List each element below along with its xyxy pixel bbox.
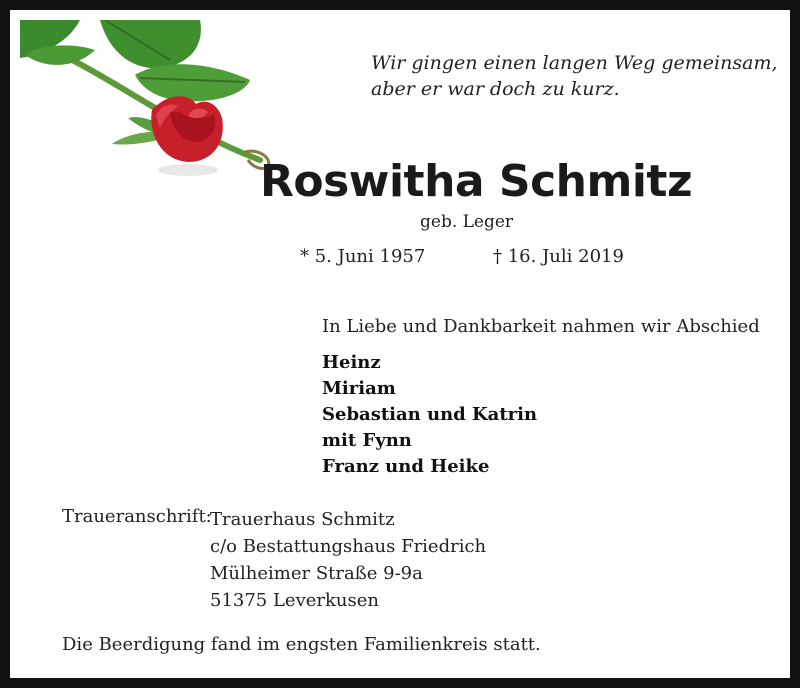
address-line: Mülheimer Straße 9-9a bbox=[210, 563, 423, 584]
maiden-name: geb. Leger bbox=[420, 212, 514, 232]
address-line: c/o Bestattungshaus Friedrich bbox=[210, 536, 487, 557]
mourner: Heinz bbox=[322, 352, 381, 373]
death-date: † 16. Juli 2019 bbox=[493, 246, 624, 267]
address-line: 51375 Leverkusen bbox=[210, 590, 379, 611]
mourner: mit Fynn bbox=[322, 430, 412, 451]
mourners-list bbox=[322, 350, 537, 480]
motto-line-1: Wir gingen einen langen Weg gemeinsam, bbox=[371, 52, 778, 74]
red-rose-image bbox=[20, 20, 290, 190]
birth-date: * 5. Juni 1957 bbox=[300, 246, 426, 267]
farewell-text: In Liebe und Dankbarkeit nahmen wir Abschied bbox=[322, 316, 760, 337]
motto-line-2: aber er war doch zu kurz. bbox=[371, 78, 620, 100]
mourner: Franz und Heike bbox=[322, 456, 490, 477]
mourner: Sebastian und Katrin bbox=[322, 404, 538, 425]
address-line: Trauerhaus Schmitz bbox=[210, 509, 395, 530]
mourner: Miriam bbox=[322, 378, 396, 399]
address-label: Traueranschrift: bbox=[62, 506, 212, 527]
mourning-address bbox=[210, 506, 486, 614]
motto bbox=[371, 50, 778, 102]
burial-note: Die Beerdigung fand im engsten Familienkreis statt. bbox=[62, 634, 541, 655]
deceased-name: Roswitha Schmitz bbox=[260, 156, 693, 207]
